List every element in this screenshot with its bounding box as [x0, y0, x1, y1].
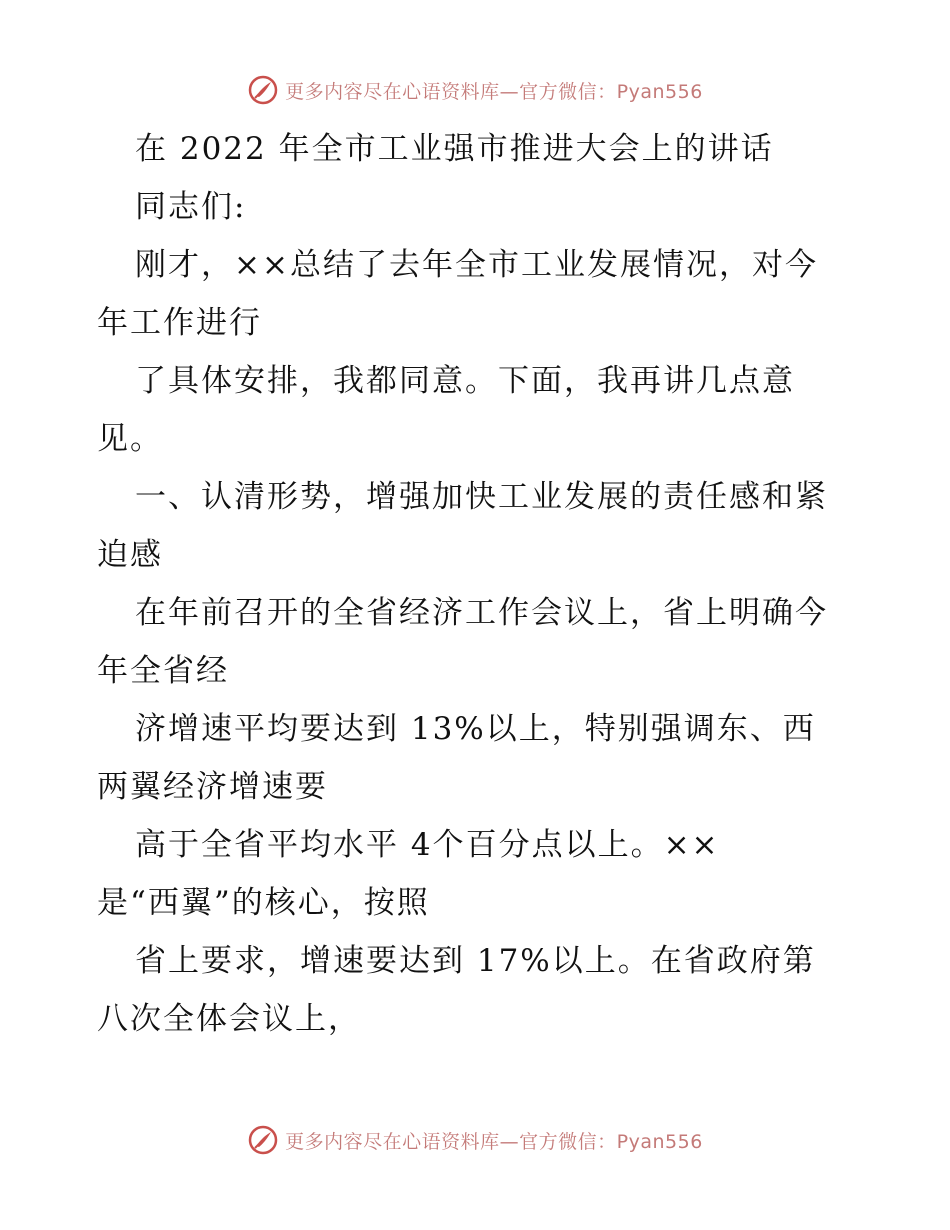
doc-line-2: 同志们: [135, 189, 247, 225]
doc-line-6: 见。 [97, 421, 163, 457]
doc-line-1: 在 2022 年全市工业强市推进大会上的讲话 [135, 131, 774, 167]
quill-seal-icon [247, 74, 279, 106]
watermark-text: 更多内容尽在心语资料库—官方微信：Pyan556 [285, 80, 703, 103]
doc-line-10: 年全省经 [97, 653, 229, 689]
doc-line-7: 一、认清形势，增强加快工业发展的责任感和紧 [135, 479, 828, 515]
doc-line-11: 济增速平均要达到 13%以上，特别强调东、西 [135, 711, 816, 747]
quill-seal-icon [247, 1124, 279, 1156]
doc-line-14: 是“西翼”的核心，按照 [97, 885, 430, 921]
doc-line-12: 两翼经济增速要 [97, 769, 328, 805]
doc-line-3: 刚才，××总结了去年全市工业发展情况，对今 [135, 247, 818, 283]
doc-line-15: 省上要求，增速要达到 17%以上。在省政府第 [135, 943, 816, 979]
header-watermark [0, 70, 950, 110]
doc-line-5: 了具体安排，我都同意。下面，我再讲几点意 [135, 363, 795, 399]
doc-line-8: 迫感 [97, 537, 163, 573]
watermark-text: 更多内容尽在心语资料库—官方微信：Pyan556 [285, 1130, 703, 1153]
document-body [97, 120, 867, 1048]
footer-watermark [0, 1120, 950, 1160]
doc-line-16: 八次全体会议上， [97, 1001, 361, 1037]
doc-line-9: 在年前召开的全省经济工作会议上，省上明确今 [135, 595, 828, 631]
doc-line-13: 高于全省平均水平 4个百分点以上。×× [135, 827, 720, 863]
doc-line-4: 年工作进行 [97, 305, 262, 341]
